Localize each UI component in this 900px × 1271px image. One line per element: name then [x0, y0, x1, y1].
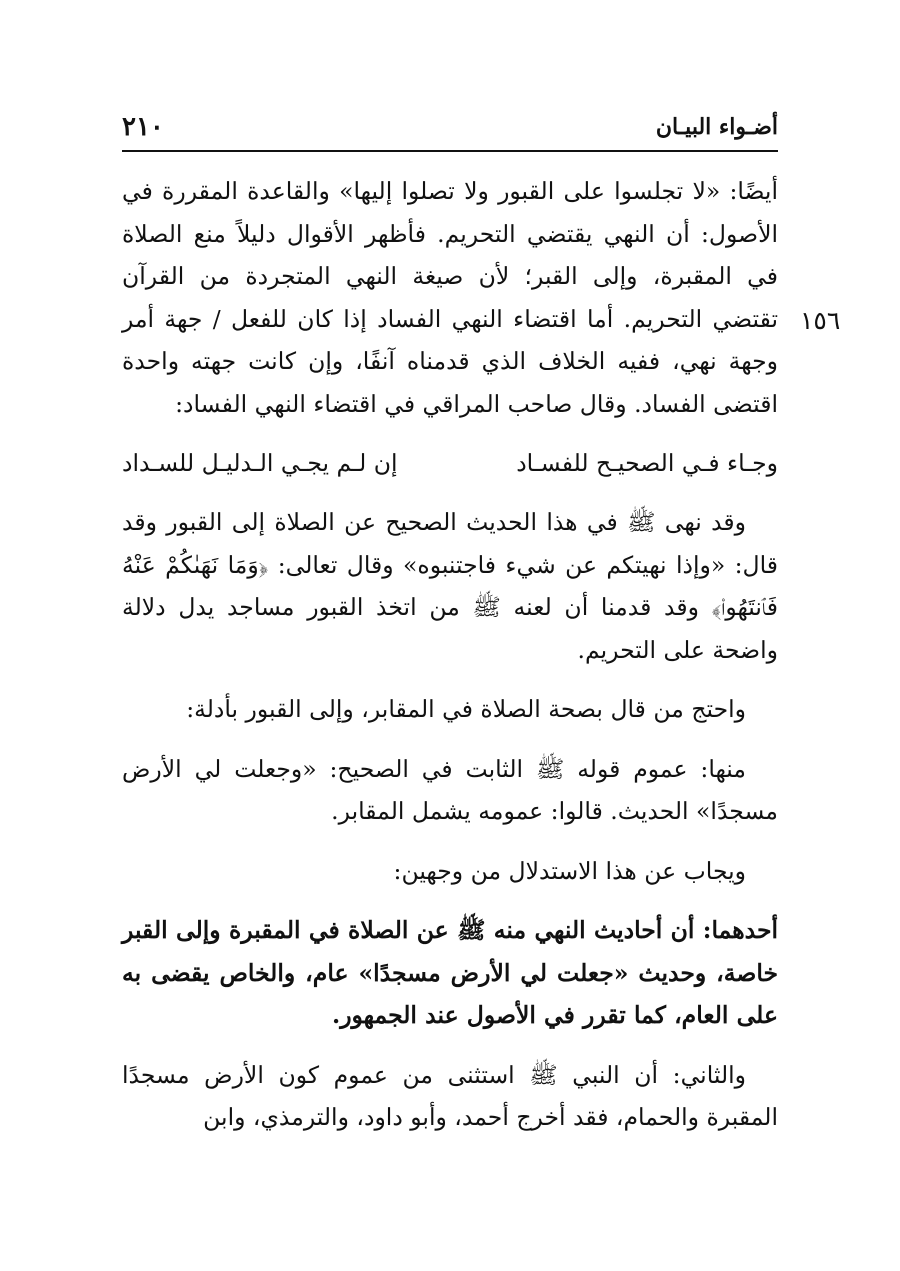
spacer: [122, 484, 778, 501]
spacer: [122, 1037, 778, 1054]
running-title: أضـواء البيـان: [655, 114, 778, 140]
spacer: [122, 892, 778, 909]
page-body: [122, 170, 778, 1139]
paragraph-4: منها: عموم قوله ﷺ الثابت في الصحيح: «وجعلت لي الأرض مسجدًا» الحديث. قالوا: عمومه يشمل المقابر.: [122, 754, 778, 825]
paragraph-1: أيضًا: «لا تجلسوا على القبور ولا تصلوا إليها» والقاعدة المقررة في الأصول: أن النهي يقتضي التحريم. فأظهر الأقوال دليلاً منع الصلاة في المقبرة، وإلى القبر؛ لأن صيغة النهي المتجردة من القرآن تقتضي التحريم. أما اقتضاء النهي الفساد إذا كان للفعل / جهة أمر وجهة نهي، ففيه الخلاف الذي قدمناه آنفًا، وإن كانت جهته واحدة اقتضى الفساد. وقال صاحب المراقي في اقتضاء النهي الفساد:: [122, 177, 778, 418]
paragraph-5: ويجاب عن هذا الاستدلال من وجهين:: [393, 856, 746, 885]
spacer: [122, 833, 778, 850]
verse-first-hemistich: وجـاء فـي الصحيـح للفسـاد: [516, 449, 778, 477]
page-header: [122, 112, 778, 148]
spacer: [122, 671, 778, 688]
paragraph-6: أحدهما: أن أحاديث النهي منه ﷺ عن الصلاة في المقبرة وإلى القبر خاصة، وحديث «جعلت لي الأرض مسجدًا» عام، والخاص يقضى به على العام، كما تقرر في الأصول عند الجمهور.: [122, 916, 778, 1029]
spacer: [122, 731, 778, 748]
verse-second-hemistich: إن لـم يجـي الـدليـل للسـداد: [122, 449, 398, 477]
paragraph-7: والثاني: أن النبي ﷺ استثنى من عموم كون الأرض مسجدًا المقبرة والحمام، فقد أخرج أحمد، وأبو داود، والترمذي، وابن: [122, 1060, 778, 1131]
header-rule: [122, 150, 778, 152]
page-number: ٢١٠: [122, 112, 164, 142]
spacer: [122, 425, 778, 442]
paragraph-3: واحتج من قال بصحة الصلاة في المقابر، وإلى القبور بأدلة:: [186, 695, 746, 723]
verse-line: [122, 442, 778, 484]
paragraph-2: وقد نهى ﷺ في هذا الحديث الصحيح عن الصلاة إلى القبور وقد قال: «وإذا نهيتكم عن شيء فاجتنبوه» وقال تعالى: ﴿وَمَا نَهَىٰكُمْ عَنْهُ فَٱنتَهُوا۟﴾ وقد قدمنا أن لعنه ﷺ من اتخذ القبور مساجد يدل دلالة واضحة على التحريم.: [122, 508, 778, 664]
margin-page-reference: ١٥٦: [800, 306, 841, 335]
